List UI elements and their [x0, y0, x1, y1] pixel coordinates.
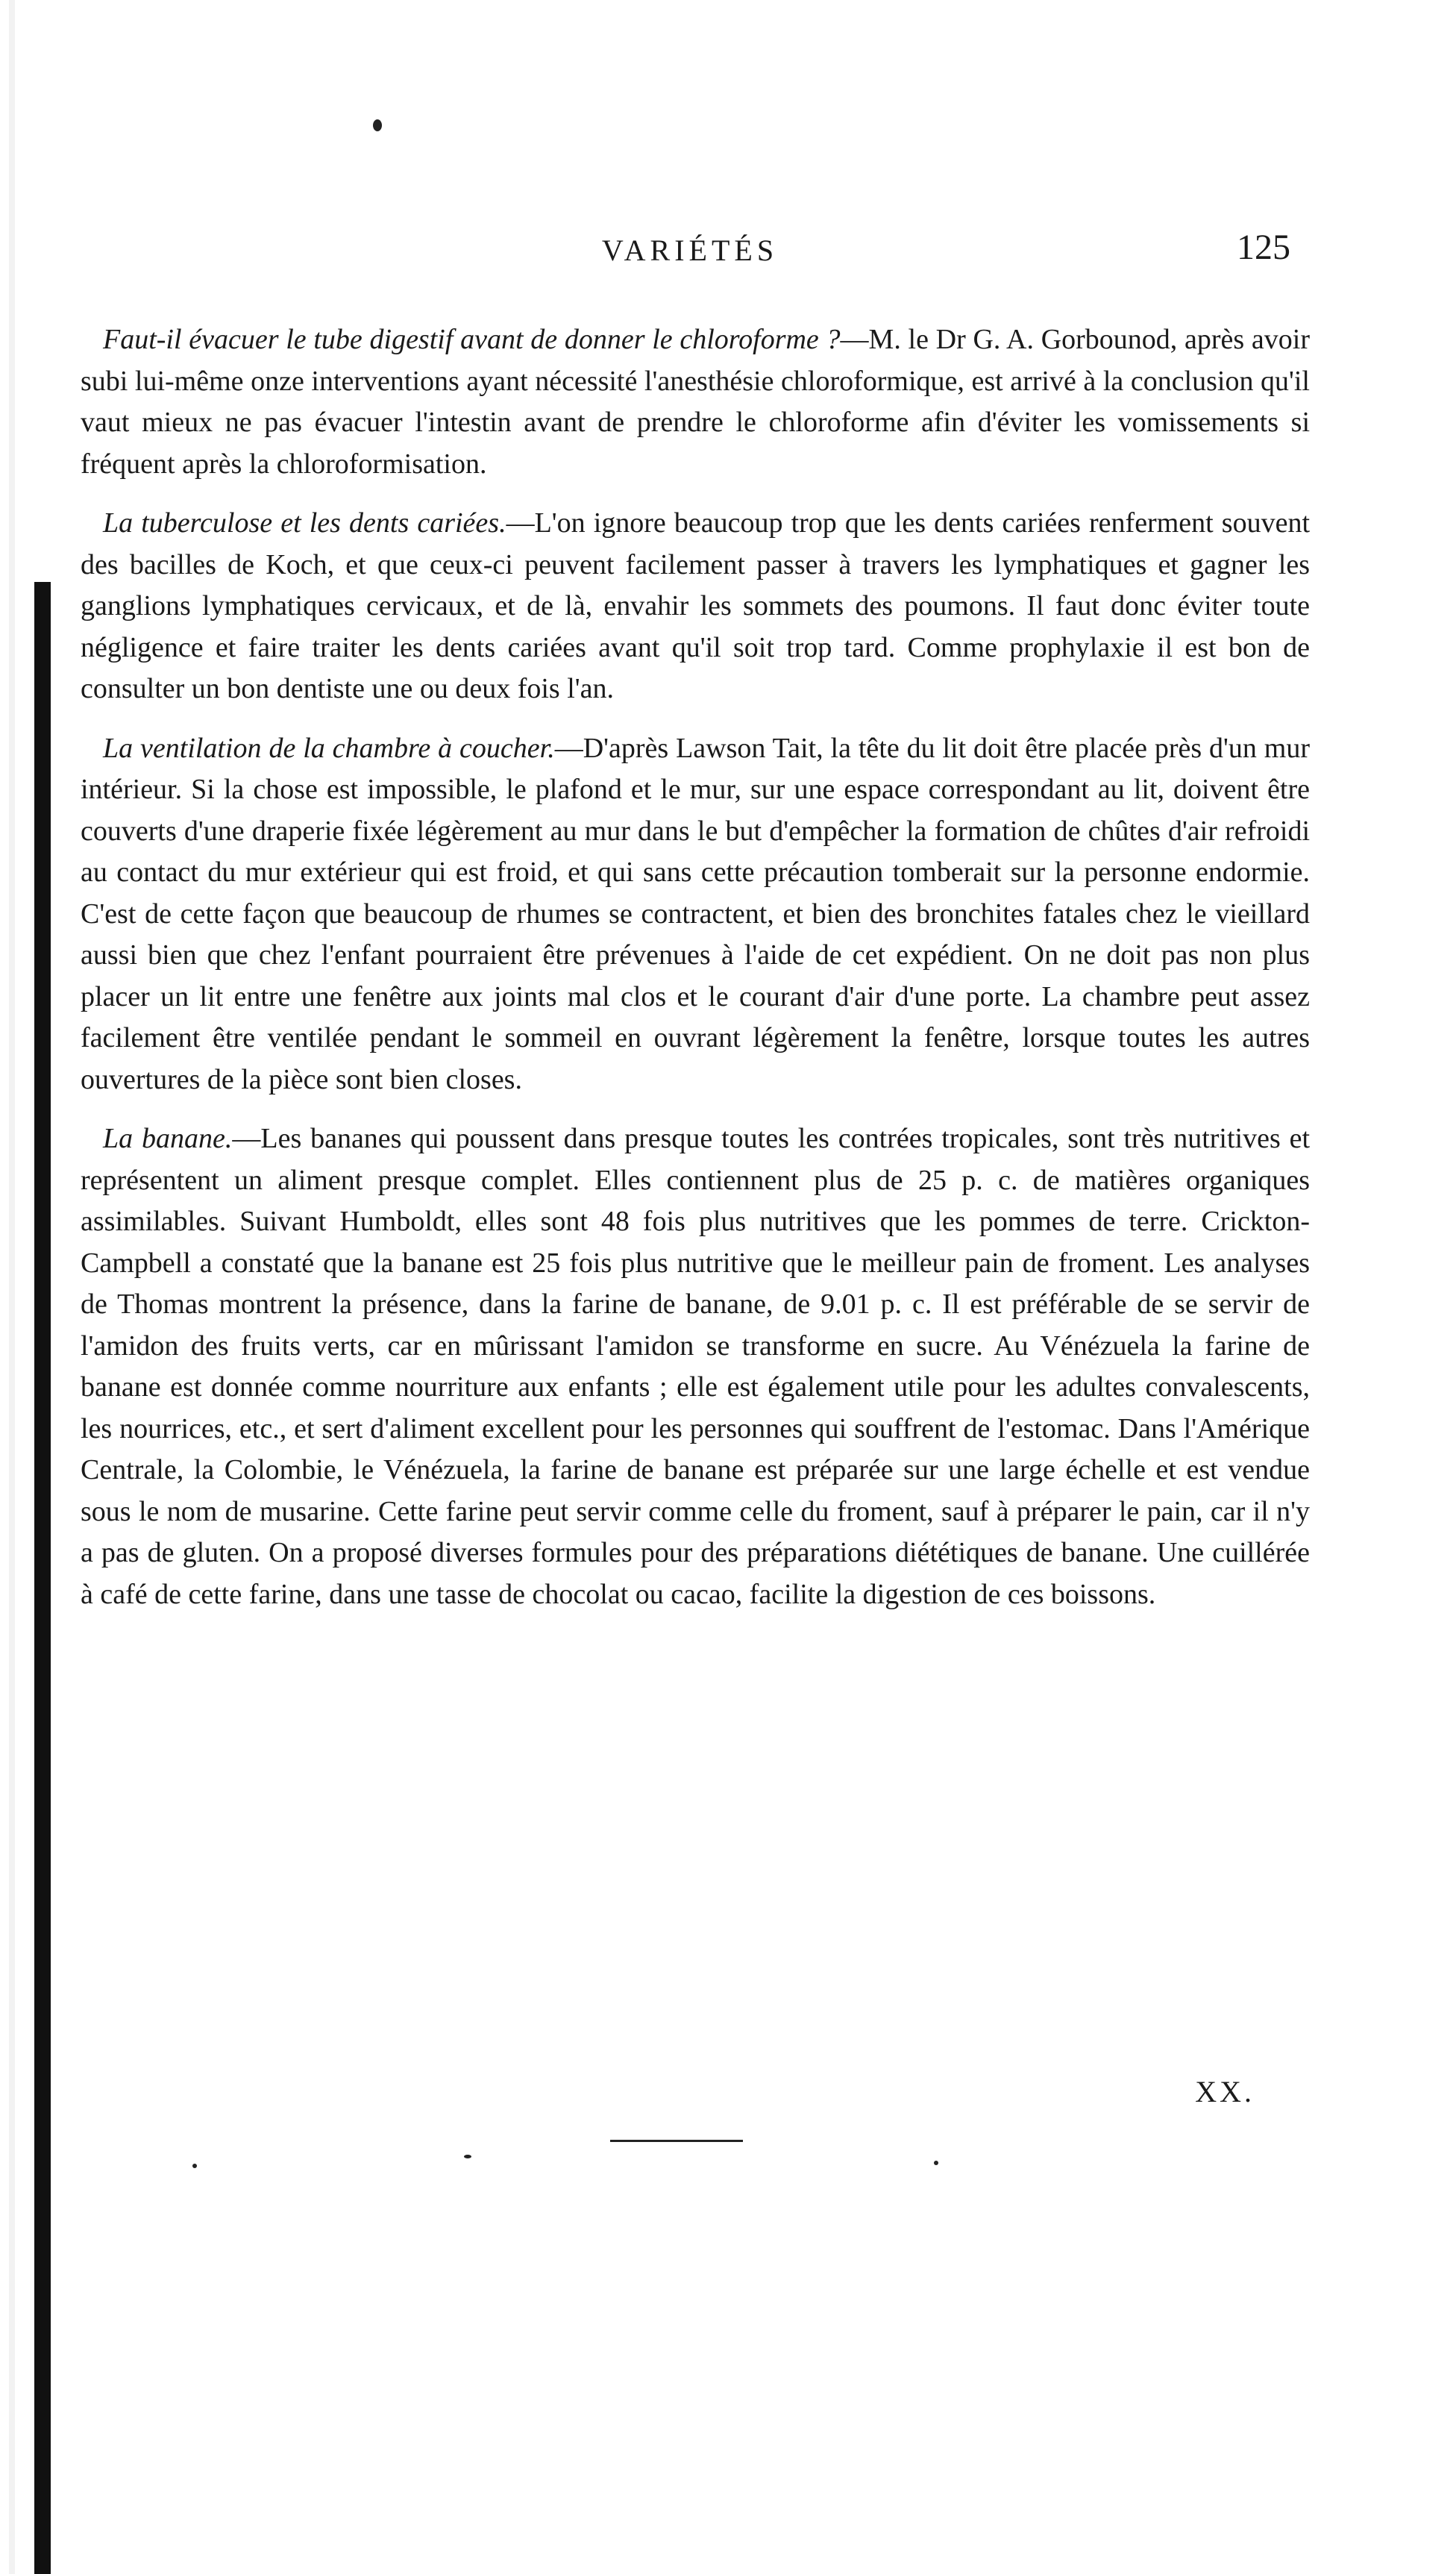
running-title: VARIÉTÉS: [601, 234, 779, 267]
scan-binding-edge: [34, 582, 51, 2574]
paragraph-ventilation: [81, 728, 1310, 1101]
section-divider: [610, 2140, 743, 2142]
paragraph-text: —D'après Lawson Tait, la tête du lit doit être placée près d'un mur intérieur. Si la chose est impossible, le plafond et le mur, sur une espace correspondant au lit, doivent être couverts d'une draperie fixée légèrement au mur dans le but d'empêcher la formation de chûtes d'air refroidi au contact du mur extérieur qui est froid, et qui sans cette précaution tomberait sur la personne endormie. C'est de cette façon que beaucoup de rhumes se contractent, et bien des bronchites fatales chez le vieillard aussi bien que chez l'enfant pourraient être prévenues à l'aide de cet expédient. On ne doit pas non plus placer un lit entre une fenêtre aux joints mal clos et le courant d'air d'une porte. La chambre peut assez facilement être ventilée pendant le sommeil en ouvrant légèrement la fenêtre, lorsque toutes les autres ouvertures de la pièce sont bien closes.: [81, 732, 1310, 1095]
page-number: 125: [1237, 228, 1290, 267]
paragraph-text: —L'on ignore beaucoup trop que les dents cariées renferment souvent des bacilles de Koch, et que ceux-ci peuvent facilement passer à travers les lymphatiques et gagner les ganglions lymphatiques cervicaux, et de là, envahir les sommets des poumons. Il faut donc éviter toute négligence et faire traiter les dents cariées avant qu'il soit trop tard. Comme prophylaxie il est bon de consulter un bon dentiste une ou deux fois l'an.: [81, 507, 1310, 704]
paragraph-title: La banane.: [103, 1123, 233, 1154]
paragraph-text: —Les bananes qui poussent dans presque toutes les contrées tropicales, sont très nutritives et représentent un aliment presque complet. Elles contiennent plus de 25 p. c. de matières organiques assimilables. Suivant Humboldt, elles sont 48 fois plus nutritives que les pommes de terre. Crickton-Campbell a constaté que la banane est 25 fois plus nutritive que le meilleur pain de froment. Les analyses de Thomas montrent la présence, dans la farine de banane, de 9.01 p. c. Il est préférable de se servir de l'amidon des fruits verts, car en mûrissant l'amidon se transforme en sucre. Au Vénézuela la farine de banane est donnée comme nourriture aux enfants ; elle est également utile pour les adultes convalescents, les nourrices, etc., et sert d'aliment excellent pour les personnes qui souffrent de l'estomac. Dans l'Amérique Centrale, la Colombie, le Vénézuela, la farine de banane est préparée sur une large échelle et est vendue sous le nom de musarine. Cette farine peut servir comme celle du froment, sauf à préparer le pain, car il n'y a pas de gluten. On a proposé diverses formules pour des préparations diététiques de banane. Une cuillérée à café de cette farine, dans une tasse de chocolat ou cacao, facilite la digestion de ces boissons.: [81, 1123, 1311, 1610]
paragraph-banane: [81, 1118, 1310, 1615]
ink-speck: [373, 119, 382, 131]
paragraph-title: La tuberculose et les dents cariées.: [103, 507, 506, 539]
paragraph-chloroforme: [81, 319, 1310, 485]
page-header: [82, 228, 1298, 278]
ink-speck: [934, 2161, 938, 2165]
paragraph-text: —M. le Dr G. A. Gorbounod, après avoir subi lui-même onze interventions ayant nécessité l'anesthésie chloroformique, est arrivé à la conclusion qu'il vaut mieux ne pas évacuer l'intestin avant de prendre le chloroforme afin d'éviter les vomissements si fréquent après la chloroformisation.: [81, 324, 1310, 480]
paragraph-title: Faut-il évacuer le tube digestif avant de donner le chloroforme ?: [103, 324, 841, 355]
author-signature: XX.: [1195, 2075, 1255, 2108]
paragraph-tuberculose: [81, 503, 1310, 710]
article-body: [81, 319, 1310, 1633]
paragraph-title: La ventilation de la chambre à coucher.: [103, 732, 555, 764]
page-shadow: [9, 0, 15, 2574]
ink-speck: [192, 2164, 197, 2168]
ink-speck: [464, 2155, 471, 2158]
